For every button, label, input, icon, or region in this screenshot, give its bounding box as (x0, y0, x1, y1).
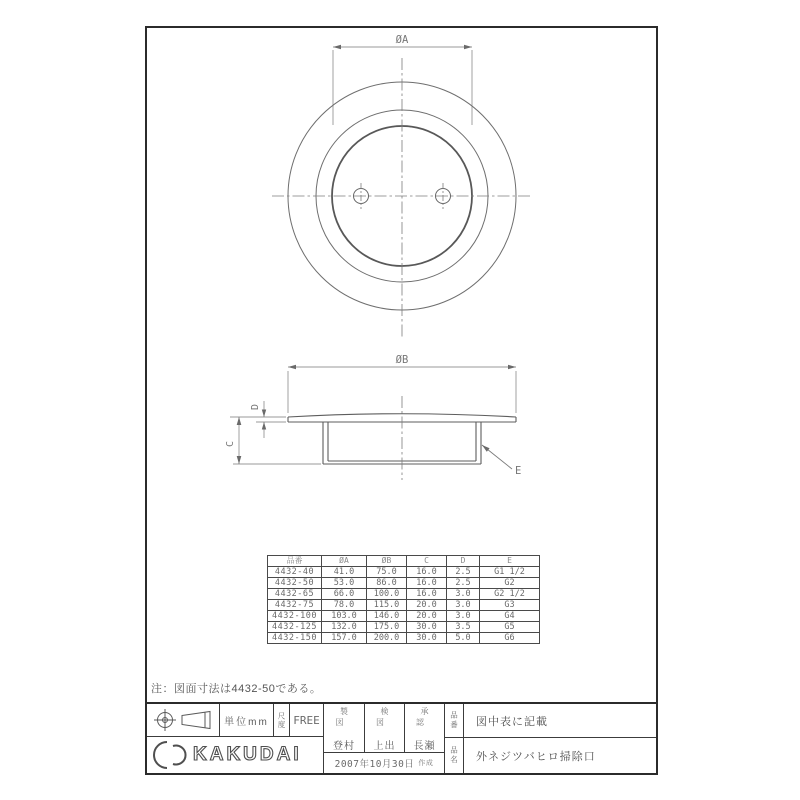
approval-name: 長瀬 (413, 741, 436, 752)
projection-symbol-cell (147, 704, 220, 737)
drafting-cell (324, 704, 365, 752)
table-cell: 200.0 (367, 633, 407, 644)
col-header-c: C (407, 556, 447, 567)
table-cell: 132.0 (322, 622, 367, 633)
part-name-value: 外ネジツバヒロ掃除口 (476, 750, 596, 763)
logo-cell (147, 737, 324, 773)
part-name-label-cell (445, 738, 464, 773)
table-cell: 66.0 (322, 589, 367, 600)
table-cell: G5 (480, 622, 540, 633)
part-no-label-cell (445, 704, 464, 738)
table-row (268, 589, 540, 600)
part-name-label: 品名 (449, 746, 459, 765)
col-header-d: D (447, 556, 480, 567)
table-cell: 3.0 (447, 611, 480, 622)
scale-label: 尺度 (277, 711, 286, 729)
dimension-d (250, 401, 286, 438)
table-cell: 4432-75 (268, 600, 322, 611)
table-cell: 20.0 (407, 600, 447, 611)
spec-table (267, 555, 540, 644)
col-header-dia-b: ØB (367, 556, 407, 567)
table-cell: 2.5 (447, 578, 480, 589)
table-row (268, 578, 540, 589)
dimension-c (225, 417, 321, 464)
table-cell: 3.0 (447, 600, 480, 611)
technical-drawing (147, 28, 656, 528)
col-header-partno: 品番 (268, 556, 322, 567)
table-cell: 103.0 (322, 611, 367, 622)
part-no-value-cell (464, 704, 656, 738)
table-cell: 2.5 (447, 567, 480, 578)
table-cell: 4432-50 (268, 578, 322, 589)
table-row (268, 622, 540, 633)
table-cell: G2 (480, 578, 540, 589)
table-cell: 4432-40 (268, 567, 322, 578)
table-cell: 20.0 (407, 611, 447, 622)
table-cell: 3.5 (447, 622, 480, 633)
table-cell: 5.0 (447, 633, 480, 644)
dim-d-label: D (250, 403, 261, 411)
creation-date: 2007年10月30日 (334, 759, 415, 770)
table-row (268, 600, 540, 611)
col-header-e: E (480, 556, 540, 567)
drafting-header: 製図 (335, 707, 357, 727)
table-row (268, 567, 540, 578)
scale-value: FREE (293, 713, 320, 727)
table-cell: 30.0 (407, 633, 447, 644)
dim-a-label: ØA (395, 34, 409, 46)
table-cell: 16.0 (407, 589, 447, 600)
table-cell: 86.0 (367, 578, 407, 589)
table-cell: 115.0 (367, 600, 407, 611)
table-cell: 175.0 (367, 622, 407, 633)
dim-e-label: E (515, 465, 522, 477)
scale-label-cell (274, 704, 290, 737)
note-text: 注：図面寸法は4432-50である。 (151, 683, 322, 695)
table-cell: 75.0 (367, 567, 407, 578)
table-row (268, 633, 540, 644)
unit-cell (220, 704, 274, 737)
title-block (147, 702, 656, 773)
part-no-label: 品番 (449, 711, 459, 730)
table-cell: 16.0 (407, 567, 447, 578)
scale-value-cell (290, 704, 324, 737)
col-header-dia-a: ØA (322, 556, 367, 567)
checking-header: 検図 (376, 707, 398, 727)
drawing-frame (145, 26, 658, 775)
approval-header: 承認 (416, 707, 438, 727)
drafting-name: 登村 (333, 741, 355, 752)
table-cell: G6 (480, 633, 540, 644)
dim-b-label: ØB (395, 354, 409, 366)
table-cell: 100.0 (367, 589, 407, 600)
part-name-value-cell (464, 738, 656, 773)
top-view (272, 58, 533, 337)
table-cell: 146.0 (367, 611, 407, 622)
approval-cell (405, 704, 445, 752)
table-cell: 157.0 (322, 633, 367, 644)
table-cell: 3.0 (447, 589, 480, 600)
checking-name: 上出 (373, 741, 396, 752)
date-cell (324, 752, 445, 773)
table-cell: 4432-100 (268, 611, 322, 622)
table-cell: 30.0 (407, 622, 447, 633)
table-cell: G4 (480, 611, 540, 622)
table-cell: G1 1/2 (480, 567, 540, 578)
table-cell: 78.0 (322, 600, 367, 611)
dimension-e (482, 445, 521, 477)
kakudai-logo-icon (153, 739, 187, 771)
third-angle-projection-icon (147, 704, 218, 735)
table-header-row (268, 556, 540, 567)
unit-label: 単位mm (224, 716, 269, 728)
table-cell: G3 (480, 600, 540, 611)
table-cell: 4432-125 (268, 622, 322, 633)
dimension-a (333, 34, 472, 125)
table-cell: 53.0 (322, 578, 367, 589)
side-view (288, 396, 516, 480)
table-row (268, 611, 540, 622)
checking-cell (365, 704, 405, 752)
table-cell: 4432-65 (268, 589, 322, 600)
table-cell: G2 1/2 (480, 589, 540, 600)
table-cell: 41.0 (322, 567, 367, 578)
brand-text: KAKUDAI (193, 744, 302, 765)
dim-c-label: C (225, 440, 236, 448)
date-suffix: 作成 (418, 760, 434, 767)
table-cell: 4432-150 (268, 633, 322, 644)
table-cell: 16.0 (407, 578, 447, 589)
part-no-value: 図中表に記載 (476, 715, 548, 728)
